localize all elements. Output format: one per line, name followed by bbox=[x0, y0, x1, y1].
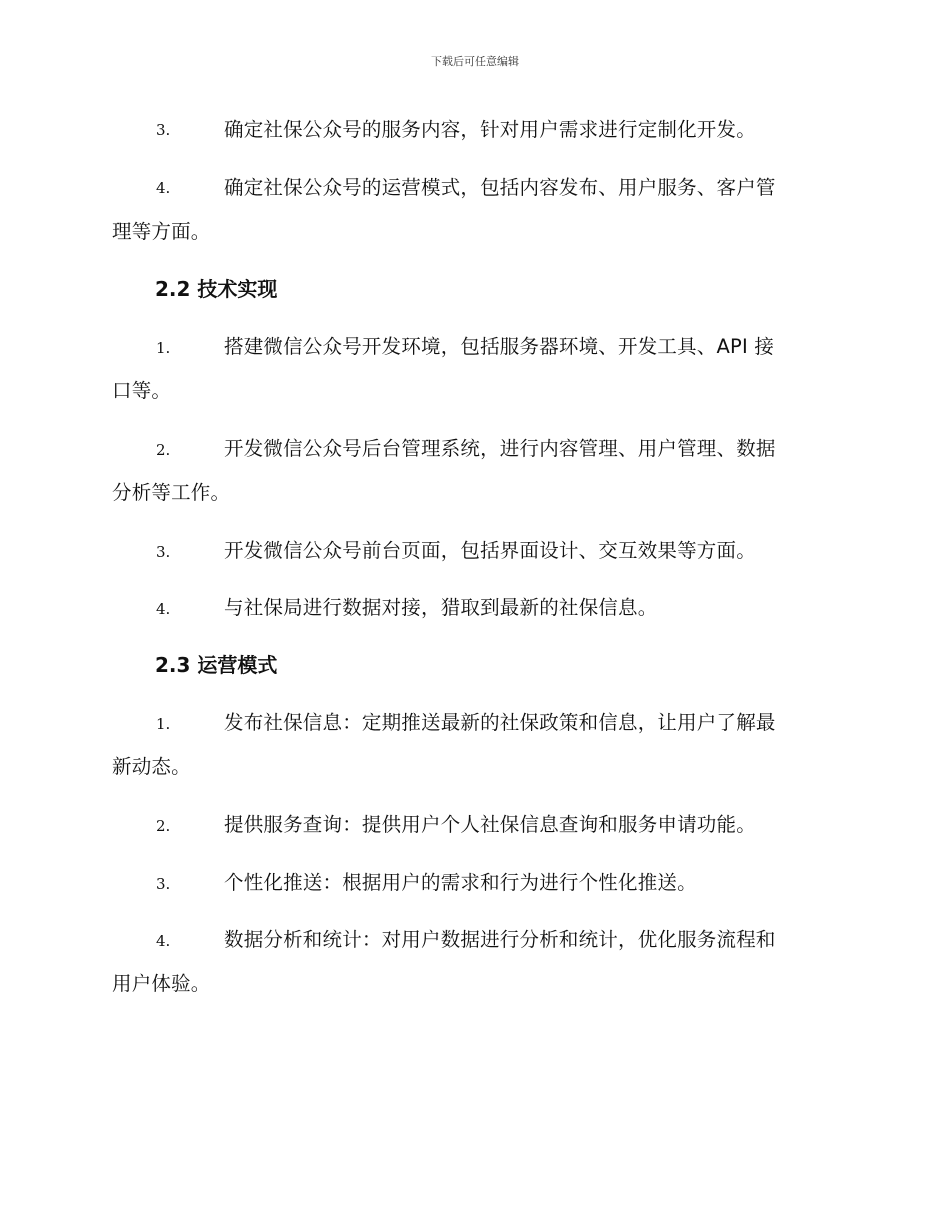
list-item-text: 个性化推送：根据用户的需求和行为进行个性化推送。 bbox=[224, 871, 697, 894]
list-number: 3. bbox=[156, 543, 171, 561]
list-item-text: 发布社保信息：定期推送最新的社保政策和信息，让用户了解最 bbox=[224, 711, 776, 734]
list-item-text: 搭建微信公众号开发环境，包括服务器环境、开发工具、API 接 bbox=[224, 335, 775, 358]
list-item-text: 提供服务查询：提供用户个人社保信息查询和服务申请功能。 bbox=[224, 813, 756, 836]
list-item-text: 开发微信公众号后台管理系统，进行内容管理、用户管理、数据 bbox=[224, 437, 776, 460]
list-item-text-continued: 理等方面。 bbox=[112, 220, 211, 243]
section-heading: 2.2 技术实现 bbox=[155, 277, 278, 301]
list-number: 4. bbox=[156, 932, 171, 950]
list-item-text: 开发微信公众号前台页面，包括界面设计、交互效果等方面。 bbox=[224, 539, 756, 562]
list-number: 1. bbox=[156, 715, 171, 733]
page-header: 下载后可任意编辑 bbox=[431, 55, 519, 68]
list-item-text: 确定社保公众号的运营模式，包括内容发布、用户服务、客户管 bbox=[224, 176, 776, 199]
list-item-text-continued: 口等。 bbox=[112, 379, 172, 402]
list-item-text-continued: 分析等工作。 bbox=[112, 481, 231, 504]
list-number: 2. bbox=[156, 817, 171, 835]
list-number: 4. bbox=[156, 600, 171, 618]
list-item-text-continued: 新动态。 bbox=[112, 755, 191, 778]
list-item-text: 与社保局进行数据对接，猎取到最新的社保信息。 bbox=[224, 596, 658, 619]
list-number: 3. bbox=[156, 875, 171, 893]
list-number: 3. bbox=[156, 121, 171, 139]
list-item-text: 确定社保公众号的服务内容，针对用户需求进行定制化开发。 bbox=[224, 118, 756, 141]
list-item-text-continued: 用户体验。 bbox=[112, 972, 211, 995]
list-item-text: 数据分析和统计：对用户数据进行分析和统计，优化服务流程和 bbox=[224, 928, 776, 951]
section-heading: 2.3 运营模式 bbox=[155, 653, 278, 677]
list-number: 1. bbox=[156, 339, 171, 357]
list-number: 2. bbox=[156, 441, 171, 459]
list-number: 4. bbox=[156, 179, 171, 197]
